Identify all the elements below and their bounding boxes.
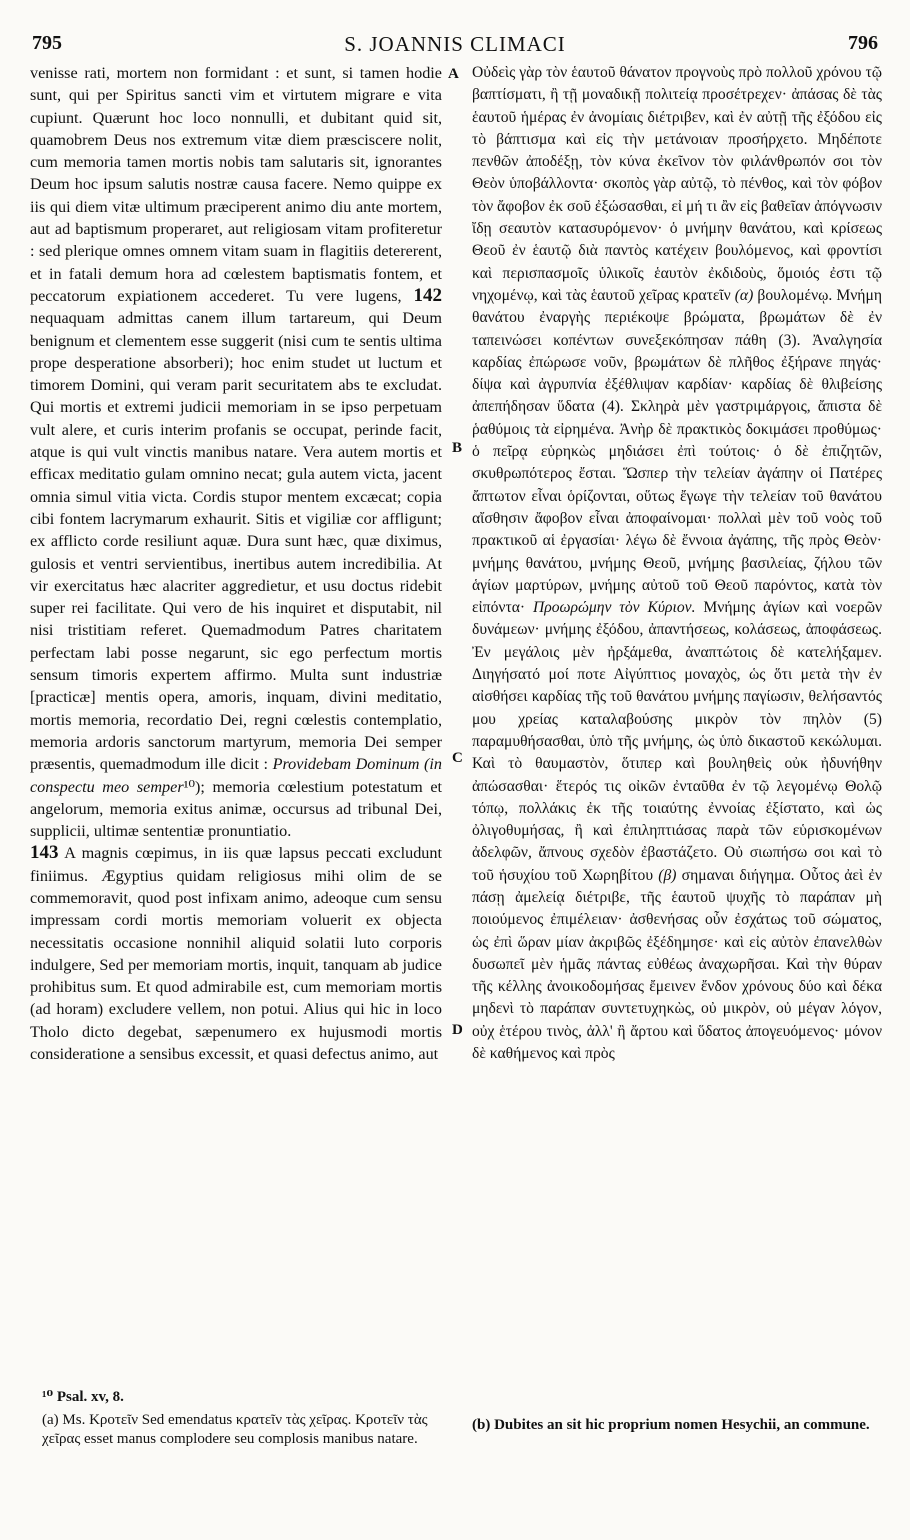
greek-column [472, 62, 882, 1065]
footnote-ref-a: (α) [734, 286, 754, 304]
section-number-142: 142 [413, 284, 443, 306]
right-footnotes [472, 1416, 882, 1439]
greek-text: σημαναι διήγημα. Οὗτος ἀεὶ ἐν πάσῃ ἀμελείᾳ διέτριβε, τῆς ἑαυτοῦ ψυχῆς τὸ παράπαν μὴ ποιούμενος ἐπιμέλειαν· ἀσθενήσας οὖν ἐσχάτως τοῦ σώματος, ὡς ἐπὶ ὥραν μίαν ἀκριβῶς ἐξέδημησε· καὶ εἰς αὐτὸν ἐπανελθὼν δυσωπεῖ μὲν ἡμᾶς πάντας εὐθέως ἀναχωρῆσαι. Καὶ τὴν θύραν τῆς κέλλης ἀνοικοδομήσας ἔμεινεν ἔνδον χρόνους δύο καὶ δέκα μηδενὶ τὸ παράπαν συντετυχηκὼς, οὐ μικρὸν, οὐ μέγαν λόγον, οὐχ ἑτέρου τινὸς, ἀλλ' ἢ ἄρτου καὶ ὕδατος ἀπογευόμενος· μόνον δὲ καθήμενος καὶ πρὸς [472, 866, 882, 1063]
section-number-143: 143 [30, 842, 59, 864]
margin-marker-c: C [452, 750, 463, 766]
latin-paragraph [30, 62, 442, 1065]
margin-marker-d: D [452, 1022, 463, 1038]
running-header [32, 32, 878, 60]
footnote-b: (b) Dubites an sit hic proprium nomen Hesychii, an commune. [472, 1417, 870, 1433]
running-title: S. JOANNIS CLIMACI [344, 32, 566, 56]
greek-italic-quote: Προωρώμην τὸν Κύριον. [533, 599, 696, 617]
greek-text: Μνήμης ἁγίων καὶ νοερῶν δυνάμεων· μνήμης ἐξόδου, ἀπαντήσεως, κολάσεως, ἀποφάσεως. Ἐν μεγάλοις μὲν ἠρξάμεθα, ἀναπτώτοις δὲ κατελήξαμεν. Διηγήσατό μοί ποτε Αἰγύπτιος μοναχὸς, ὡς ὅτι μετὰ τὴν ἐν αἰσθήσει καρδίας τῆς τοῦ θανάτου μνήμης παγίωσιν, θελήσαντός μου χρείας καταλαβούσης μικρὸν τὸν πηλὸν (5) παραμυθήσασθαι, ὑπὸ τῆς μνήμης, ὡς ὑπὸ δικαστοῦ κεκώλυμαι. Καὶ τὸ θαυμαστὸν, ὅτιπερ καὶ βουληθεὶς οὐκ ἠδυνήθην ἀπώσασθαι· ἕτερός τις οἰκῶν ἐνταῦθα ἐν τῷ λεγομένῳ Θολῷ τόπῳ, πολλάκις ἐκ τῆς τοιαύτης ἐννοίας ἐξίστατο, καὶ ὡς ὀλιγοθυμήσας, ἢ καὶ ἐπιληπτιάσας παρὰ τῶν εὑρισκομένων ἀδελφῶν, ἄπνους σχεδὸν ἐβαστάζετο. Οὐ σιωπήσω σοι καὶ τὸ τοῦ ἡσυχίου τοῦ Χωρηβίτου [472, 599, 883, 884]
left-footnotes [42, 1388, 442, 1453]
latin-text: nequaquam admittas canem illum tartareum, qui Deum benignum et clementem esse suggerit (nisi cum te sentis ultima prope desperatione absorberi); hoc enim studet ut luctum et timorem Domini, qui veram parit securitatem abs te excludat. Qui mortis et extremi judicii memoriam in se ipso perpetuam vult alere, et curis interim profanis se occupat, perinde facit, atque is qui vult vinctis manibus natare. Vera autem mortis et efficax meditatio gulam omnino necat; gula autem victa, jacent omnia simul vitia victa. Cordis stupor mentem excæcat; copia cibi fontem lacrymarum exhaurit. Sitis et vigiliæ cor affligunt; ex afflicto corde resiliunt aquæ. Dura sunt hæc, quæ diximus, gulosis et ventri servientibus, inertibus autem incredibilia. At vir exercitatus hæc alacriter aggredietur, et usu doctus ridebit super rei facilitate. Qui vero de his inquiret et disputabit, nil nisi tristitiam referet. Quemadmodum Patres charitatem perfectam labi posse negarunt, sic ego perfectum mortis sensum timoris expertem affirmo. Multa sunt industriæ [practicæ] mentis opera, amoris, inquam, divini meditatio, mortis memoria, recordatio Dei, regni cœlestis contemplatio, memoria ardoris sanctorum martyrum, memoria Dei semper præsentis, quemadmodum ille dicit : [30, 309, 442, 774]
right-page-number: 796 [848, 32, 878, 54]
latin-text: memoria cœlestium potestatum et angelorum, memoria exitus animæ, occursus ad tribunal Dei, supplicii, ultimæ sententiæ pronuntiatio. [30, 777, 442, 841]
margin-marker-b: B [452, 440, 463, 456]
latin-text: venisse rati, mortem non formidant : et sunt, si tamen hodie sunt, qui per Spiritus sancti vim et virtutem migrare e vita cupiunt. Quærunt hoc loco nonnulli, et dubitant quid sit, quamobrem Deus nos extremum vitæ diem præsciscere nolit, cum memoria tamen mortis nobis tam salutaris sit, ignorantes Deum hoc ipsum salutis nostræ causa facere. Nemo quippe ex iis qui diem vitæ ultimum præciperent animo diu ante mortem, aut ad baptismum properaret, aut religiosam vitam profiteretur : sed plerique omnes omnem vitam suam in flagitiis detererent, et in fatali demum hora ad cœlestem baptismatis fontem, et peccatorum expiationem accederet. Tu vere lugens, [30, 64, 442, 305]
left-page-number: 795 [32, 32, 62, 54]
greek-paragraph [472, 62, 882, 1065]
latin-column [30, 62, 442, 1065]
greek-text: βουλομένῳ. Μνήμη θανάτου ἐναργὴς περιέκοψε βρώματα, βρωμάτων δὲ ἐν ταπεινώσει κοπέντων συνεξεκόπησαν πάθη (3). Ἀναλγησία καρδίας ἐπώρωσε νοῦν, βρωμάτων δὲ πλῆθος ἐξήρανε πηγάς· δίψα καὶ ἀγρυπνία ἐξέθλιψαν καρδίαν· καρδίας δὲ θλιβείσης ἀπεπήδησαν ὕδατα (4). Σκληρὰ μὲν γαστριμάργοις, ἄπιστα δὲ ῥαθύμοις τὰ εἰρημένα. Ἀνὴρ δὲ πρακτικὸς δοκιμάσει προθύμως· ὁ πεῖρᾳ εὑρηκὼς μηδιάσει ἐπὶ τούτοις· ὁ δὲ ἐπιζητῶν, σκυθρωπότερος ἔσται. Ὥσπερ τὴν τελείαν ἀγάπην οἱ Πατέρες ἄπτωτον εἶναι ὁρίζονται, οὕτως ἔγωγε τὴν τελείαν τοῦ θανάτου αἴσθησιν ἄφοβον εἶναι ἀποφαίνομαι· πολλαὶ μὲν τοῦ νοὸς τοῦ πρακτικοῦ αἱ ἐργασίαι· λέγω δὲ ἔννοια ἀγάπης, τῆς πρὸς Θεὸν· μνήμης θανάτου, μνήμης Θεοῦ, μνήμης βασιλείας, ζήλου τῶν ἁγίων μαρτύρων, μνήμης αὐτοῦ τοῦ Θεοῦ παρόντος, κατὰ τὸν εἰπόντα· [472, 286, 882, 617]
greek-text: Οὐδεὶς γὰρ τὸν ἑαυτοῦ θάνατον προγνοὺς πρὸ πολλοῦ χρόνου τῷ βαπτίσματι, ἢ τῇ μοναδικῇ πολιτείᾳ προσέτρεχεν· ἀπάσας δὲ τὰς ἑαυτοῦ ἡμέρας ἐν ἀνομίαις διέτριβεν, καὶ ἐν αὐτῇ τῆς ἐξόδου εἰς τὸ βάπτισμα καὶ εἰς τὴν μετάνοιαν προσήρχετο. Μηδέποτε πενθῶν ἀποδέξῃ, τὸν κύνα ἐκεῖνον τὸν φιλάνθρωπόν σοι τὸν Θεὸν ὑποβάλλοντα· σκοπὸς γὰρ αὐτῷ, τὸ πένθος, καὶ τὸν φόβον τὸν ἄφοβον ἐκ σοῦ ἐξώσασθαι, εἰ μή τι ἂν εἰς βαθεῖαν ἀπόγνωσιν ἴδῃ σεαυτὸν κατασυρόμενον· ὁ μνήμην θανάτου, καὶ κρίσεως Θεοῦ ἐν ἑαυτῷ διὰ παντὸς κατέχειν βουλόμενος, καὶ φροντίσι καὶ περισπασμοῖς ὑλικοῖς ἑαυτὸν ἐκδιδοὺς, ὅμοιός ἐστι τῷ νηχομένῳ, καὶ τὰς ἑαυτοῦ χεῖρας κρατεῖν [472, 64, 882, 304]
footnote-a: (a) Ms. Κροτεῖν Sed emendatus κρατεῖν τὰς χεῖρας. Κροτεῖν τὰς χεῖρας esset manus complodere seu complosis manibus natare. [42, 1412, 428, 1447]
latin-text: A magnis cœpimus, in iis quæ lapsus peccati excludunt finiimus. Ægyptius quidam religiosus mihi olim de se commemoravit, quod post infixam animo, adeoque cum sensu impressam cordi mortis memoriam voluerit ex objecta necessitatis occasione nonnihil aliquid solatii luto corporis indulgere, Sed per memoriam mortis, inquit, tanquam ab judice prohibitus sum. Et quod admirabile est, cum memoriam mortis (ad horam) excludere vellem, non potui. Alius qui hic in loco Tholo dicto degebat, sæpenumero ex hujusmodi mortis consideratione a sensibus excessit, et quasi defectus animo, aut [30, 844, 442, 1064]
footnote-ref-10: ¹⁰); [183, 777, 205, 796]
margin-marker-a: A [448, 66, 459, 82]
footnote-ref-b: (β) [658, 866, 677, 884]
latin-italic-quote: Providebam Dominum (in conspectu meo semper [30, 755, 442, 796]
footnote-10: ¹⁰ Psal. xv, 8. [42, 1389, 124, 1405]
